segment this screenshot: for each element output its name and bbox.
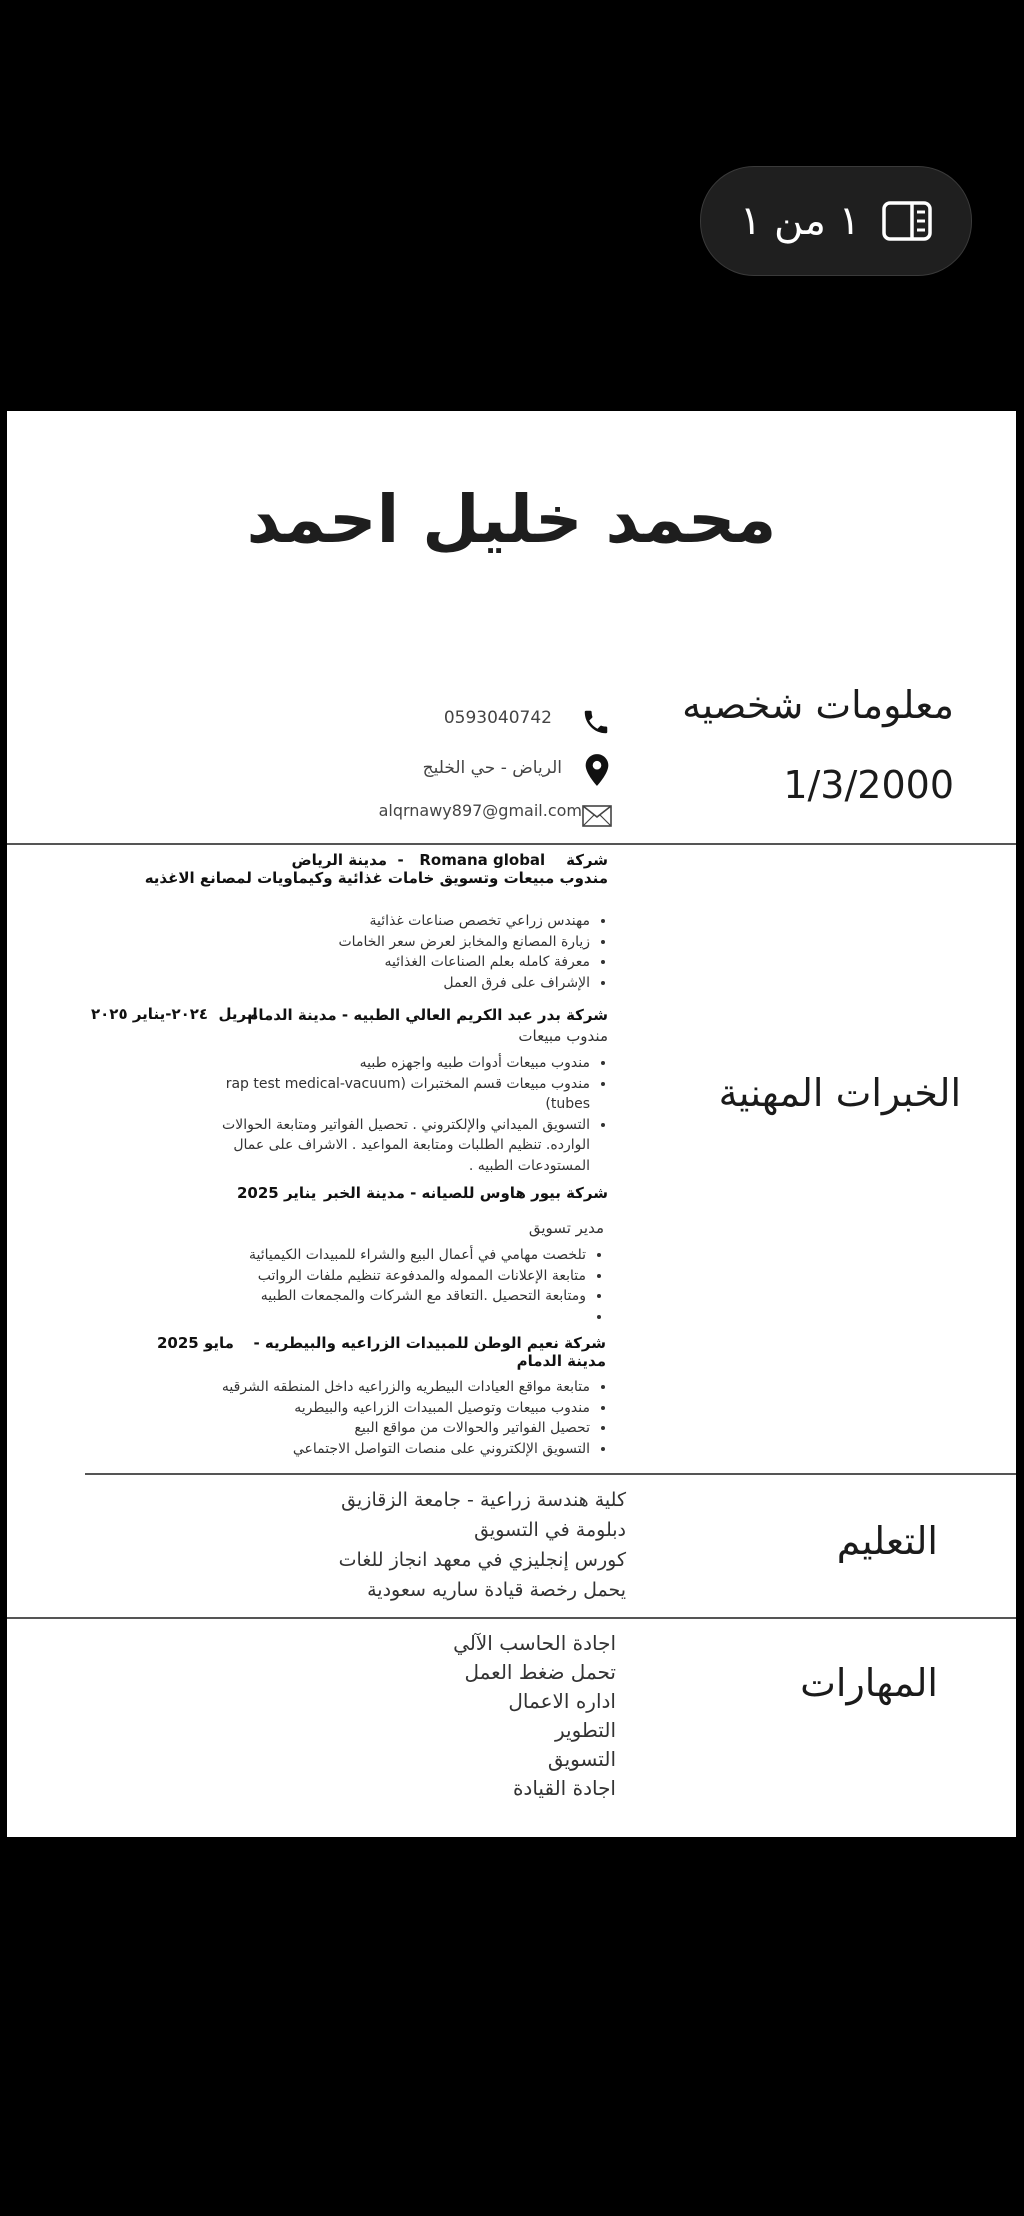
list-item: كورس إنجليزي في معهد انجاز للغات xyxy=(338,1549,626,1571)
list-item: اجادة القيادة xyxy=(512,1776,616,1800)
education-heading: التعليم xyxy=(836,1519,938,1563)
list-item: • تلخصت مهامي في أعمال البيع والشراء للمبيدات الكيميائية xyxy=(44,1245,586,1266)
job-2-date: ابريل ٢٠٢٤-يناير ٢٠٢٥ xyxy=(91,1005,258,1023)
list-item: كلية هندسة زراعية - جامعة الزقازيق xyxy=(341,1489,626,1511)
divider-experience xyxy=(85,1473,1016,1475)
skills-list xyxy=(453,1629,616,1803)
skills-heading: المهارات xyxy=(800,1661,938,1705)
list-item: • مندوب مبيعات أدوات طبيه واجهزه طبيه xyxy=(215,1053,590,1074)
location-pin-icon xyxy=(583,753,611,791)
email-address: alqrnawy897@gmail.com xyxy=(378,801,582,820)
list-item: • الإشراف على فرق العمل xyxy=(48,973,590,994)
job-4-header-block xyxy=(253,1334,606,1370)
job-4-city: مدينة الدمام xyxy=(516,1352,606,1370)
job-3 xyxy=(44,1219,604,1327)
list-item: • متابعة مواقع العيادات البيطريه والزراعيه داخل المنطقه الشرقيه xyxy=(48,1377,590,1398)
job-1 xyxy=(48,851,608,993)
list-item: • مندوب مبيعات قسم المختبرات (rap test medical-vacuum tubes) xyxy=(215,1074,590,1115)
list-item: • مهندس زراعي تخصص صناعات غذائية xyxy=(48,911,590,932)
divider-education xyxy=(7,1617,1016,1619)
job-3-title: مدير تسويق xyxy=(528,1219,604,1237)
list-item: التسويق xyxy=(547,1747,616,1771)
divider-personal xyxy=(7,843,1016,845)
list-item: تحمل ضغط العمل xyxy=(464,1660,616,1684)
list-item: • زيارة المصانع والمخابز لعرض سعر الخامات xyxy=(48,932,590,953)
page-indicator[interactable] xyxy=(700,166,972,276)
list-item: دبلومة في التسويق xyxy=(474,1519,626,1541)
job-4 xyxy=(48,1377,608,1459)
job-1-header: شركة Romana global - مدينة الرياض xyxy=(291,851,608,869)
job-3-duties xyxy=(44,1245,604,1327)
job-4-header: شركة نعيم الوطن للمبيدات الزراعيه والبيطريه - xyxy=(253,1334,606,1352)
list-item: • التسويق الميداني والإلكتروني . تحصيل الفواتير ومتابعة الحوالات الوارده. تنظيم الطلبات ومتابعة المواعيد . الاشراف على عمال المستودعات الطبيه . xyxy=(215,1115,590,1177)
list-item: اجادة الحاسب الآلي xyxy=(453,1631,616,1655)
job-2 xyxy=(48,1027,608,1176)
location: الرياض - حي الخليج xyxy=(422,758,562,778)
job-2-duties xyxy=(215,1053,608,1176)
resume-page xyxy=(7,411,1016,1837)
experience-heading: الخبرات المهنية xyxy=(718,1071,961,1115)
job-1-title: مندوب مبيعات وتسويق خامات غذائية وكيماويات لمصانع الاغذيه xyxy=(144,869,608,887)
candidate-name: محمد خليل احمد xyxy=(246,481,777,558)
list-item: • مندوب مبيعات وتوصيل المبيدات الزراعيه والبيطريه xyxy=(48,1398,590,1419)
job-3-header: شركة بيور هاوس للصيانه - مدينة الخبر xyxy=(323,1184,608,1202)
list-item: • معرفة كامله بعلم الصناعات الغذائيه xyxy=(48,952,590,973)
email-icon xyxy=(582,805,612,831)
job-2-header: شركة بدر عبد الكريم العالي الطبيه - مدينة الدمام xyxy=(247,1006,608,1024)
job-2-title: مندوب مبيعات xyxy=(518,1027,608,1045)
job-4-duties xyxy=(48,1377,608,1459)
list-item: • تحصيل الفواتير والحوالات من مواقع البيع xyxy=(48,1418,590,1439)
education-list xyxy=(339,1485,626,1605)
list-item: يحمل رخصة قيادة ساريه سعودية xyxy=(367,1579,626,1601)
list-item: • ومتابعة التحصيل .التعاقد مع الشركات والمجمعات الطبيه xyxy=(44,1286,586,1307)
date-of-birth: 1/3/2000 xyxy=(783,763,954,807)
page-indicator-label: ١ من ١ xyxy=(739,198,861,244)
page-view-icon xyxy=(882,201,932,241)
job-3-date: يناير 2025 xyxy=(237,1184,317,1202)
personal-info-heading: معلومات شخصيه xyxy=(682,683,954,727)
phone-icon xyxy=(581,707,611,741)
job-1-duties xyxy=(48,911,608,993)
list-item: • التسويق الإلكتروني على منصات التواصل الاجتماعي xyxy=(48,1439,590,1460)
list-item: • متابعة الإعلانات المموله والمدفوعة تنظيم ملفات الرواتب xyxy=(44,1266,586,1287)
list-item: التطوير xyxy=(554,1718,616,1742)
phone-number: 0593040742 xyxy=(443,708,552,728)
list-item: اداره الاعمال xyxy=(508,1689,616,1713)
job-4-date: مايو 2025 xyxy=(157,1334,234,1352)
list-item xyxy=(44,1307,586,1328)
